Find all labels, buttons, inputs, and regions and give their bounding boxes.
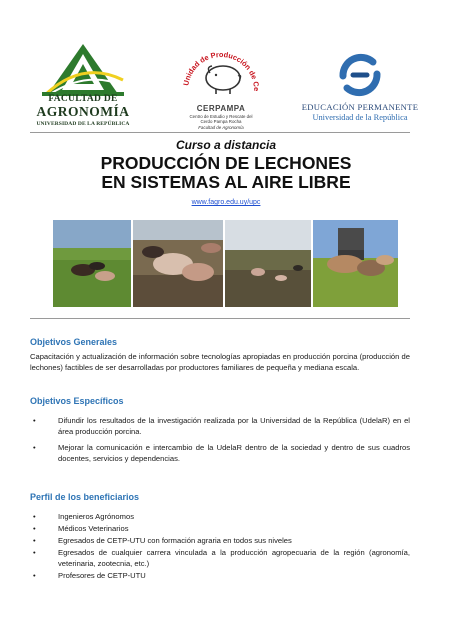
list-item <box>30 535 410 546</box>
ep-line1: EDUCACIÓN PERMANENTE <box>301 102 419 112</box>
fagro-line3: UNIVERSIDAD DE LA REPÚBLICA <box>36 121 130 127</box>
upc-arc-text: Unidad de Producción de Ce <box>181 49 262 92</box>
facultad-agronomia-logo <box>28 40 138 132</box>
objetivos-generales-text: Capacitación y actualización de información sobre tecnologías apropiadas en producción porcina (producción de lechones) factibles de ser desarrolladas por productores familiares de pequeña y mediana escala. <box>30 352 410 372</box>
perfil-beneficiarios-heading: Perfil de los beneficiarios <box>30 492 140 502</box>
fagro-emblem-icon <box>28 40 138 96</box>
list-item <box>30 511 410 522</box>
ep-emblem-icon <box>295 50 425 100</box>
cerpampa-desc-line1: Centro de Estudio y Rescate del <box>189 114 253 119</box>
header-divider <box>30 132 410 133</box>
photos-divider <box>30 318 410 319</box>
bullet-icon: • <box>33 536 36 545</box>
course-title-line1: PRODUCCIÓN DE LECHONES <box>100 153 352 173</box>
objetivos-generales-heading: Objetivos Generales <box>30 337 118 347</box>
perfil-beneficiarios-list <box>30 511 410 582</box>
bullet-icon: • <box>33 571 36 580</box>
list-item <box>30 523 410 534</box>
upc-cerpampa-logo <box>166 46 276 132</box>
cerpampa-desc-line3: Facultad de Agronomía <box>198 125 244 130</box>
objetivos-especificos-heading: Objetivos Específicos <box>30 396 124 406</box>
list-item-text: Profesores de CETP-UTU <box>58 571 146 580</box>
bullet-icon: • <box>33 416 36 425</box>
cerpampa-desc-line2: Cerdo Pampa Rocha <box>200 119 242 124</box>
bullet-icon: • <box>33 548 36 557</box>
list-item-text: Mejorar la comunicación e intercambio de la UdelaR dentro de la sociedad y dentro de sus cuadros docentes, servicios y dependencias. <box>58 443 410 463</box>
list-item <box>30 442 410 464</box>
bullet-icon: • <box>33 524 36 533</box>
list-item-text: Médicos Veterinarios <box>58 524 129 533</box>
list-item <box>30 415 410 437</box>
pig-emblem-icon <box>166 46 276 104</box>
educacion-permanente-logo <box>295 50 425 130</box>
course-title-line2: EN SISTEMAS AL AIRE LIBRE <box>101 172 351 192</box>
course-subtitle: Curso a distancia <box>175 138 277 152</box>
list-item-text: Egresados de cualquier carrera vinculada a la producción agropecuaria de la región (agronomía, veterinaria, zootecnia, etc.) <box>58 548 410 568</box>
objetivos-especificos-list <box>30 415 410 469</box>
fagro-line1: FACULTAD DE <box>48 94 118 104</box>
pig-photos-image <box>53 220 398 307</box>
cerpampa-name: CERPAMPA <box>196 104 246 113</box>
fagro-line2: AGRONOMÍA <box>36 104 130 119</box>
ep-line2: Universidad de la República <box>312 113 408 122</box>
list-item-text: Ingenieros Agrónomos <box>58 512 134 521</box>
bullet-icon: • <box>33 512 36 521</box>
list-item-text: Egresados de CETP-UTU con formación agraria en todos sus niveles <box>58 536 292 545</box>
cerpampa-desc <box>166 114 276 124</box>
pig-photos-strip <box>53 220 398 307</box>
list-item <box>30 570 410 581</box>
bullet-icon: • <box>33 443 36 452</box>
list-item <box>30 547 410 569</box>
list-item-text: Difundir los resultados de la investigación realizada por la Universidad de la República (UdelaR) en el área producción porcina. <box>58 416 410 436</box>
course-website-link[interactable]: www.fagro.edu.uy/upc <box>191 199 261 206</box>
